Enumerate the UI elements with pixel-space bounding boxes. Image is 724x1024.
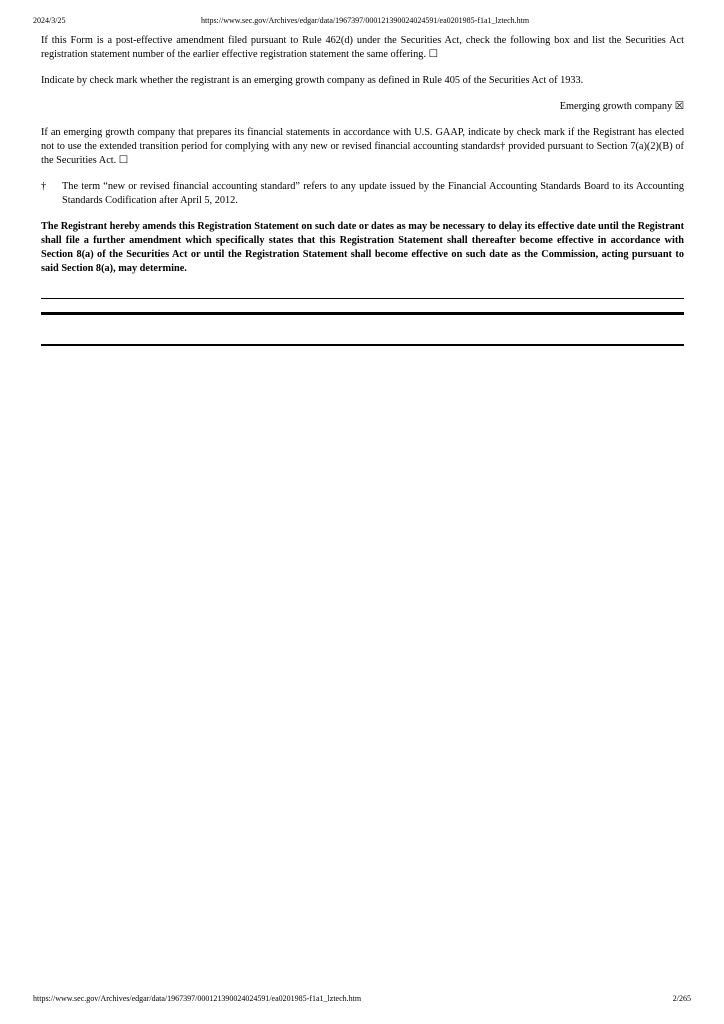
divider-medium: [41, 344, 684, 346]
footnote-text: The term “new or revised financial accounting standard” refers to any update issued by the Financial Accounting Standards Board to its Accounting Standards Codification after April 5, 2012.: [62, 181, 684, 206]
divider-thin: [41, 298, 684, 299]
post-effective-amendment-paragraph: If this Form is a post-effective amendment filed pursuant to Rule 462(d) under the Securities Act, check the following box and list the Securities Act registration statement number of the earlier effective registration statement the same offering. ☐: [41, 35, 684, 60]
emerging-growth-question: Indicate by check mark whether the registrant is an emerging growth company as defined in Rule 405 of the Securities Act of 1933.: [41, 75, 584, 86]
gaap-transition-paragraph: If an emerging growth company that prepares its financial statements in accordance with U.S. GAAP, indicate by check mark if the Registrant has elected not to use the extended transition period for complying with any new or revised financial accounting standards† provided pursuant to Section 7(a)(2)(B) of the Securities Act. ☐: [41, 127, 684, 166]
footnote: [41, 180, 684, 208]
delaying-amendment-paragraph: The Registrant hereby amends this Registration Statement on such date or dates as may be necessary to delay its effective date until the Registrant shall file a further amendment which specifically states that this Registration Statement shall thereafter become effective in accordance with Section 8(a) of the Securities Act or until the Registration Statement shall become effective on such date as the Commission, acting pursuant to said Section 8(a), may determine.: [41, 221, 684, 274]
print-date: 2024/3/25: [33, 16, 66, 25]
document-body: [41, 34, 684, 286]
print-header-url: https://www.sec.gov/Archives/edgar/data/1967397/000121390024024591/ea0201985-f1a1_lztech.htm: [201, 16, 530, 25]
print-footer-url: https://www.sec.gov/Archives/edgar/data/1967397/000121390024024591/ea0201985-f1a1_lztech.htm: [33, 994, 362, 1003]
page-number: 2/265: [672, 994, 691, 1003]
emerging-growth-company-checkbox-label: Emerging growth company ☒: [559, 101, 684, 112]
divider-thick: [41, 312, 684, 315]
dagger-footnote-mark: †: [41, 181, 47, 192]
